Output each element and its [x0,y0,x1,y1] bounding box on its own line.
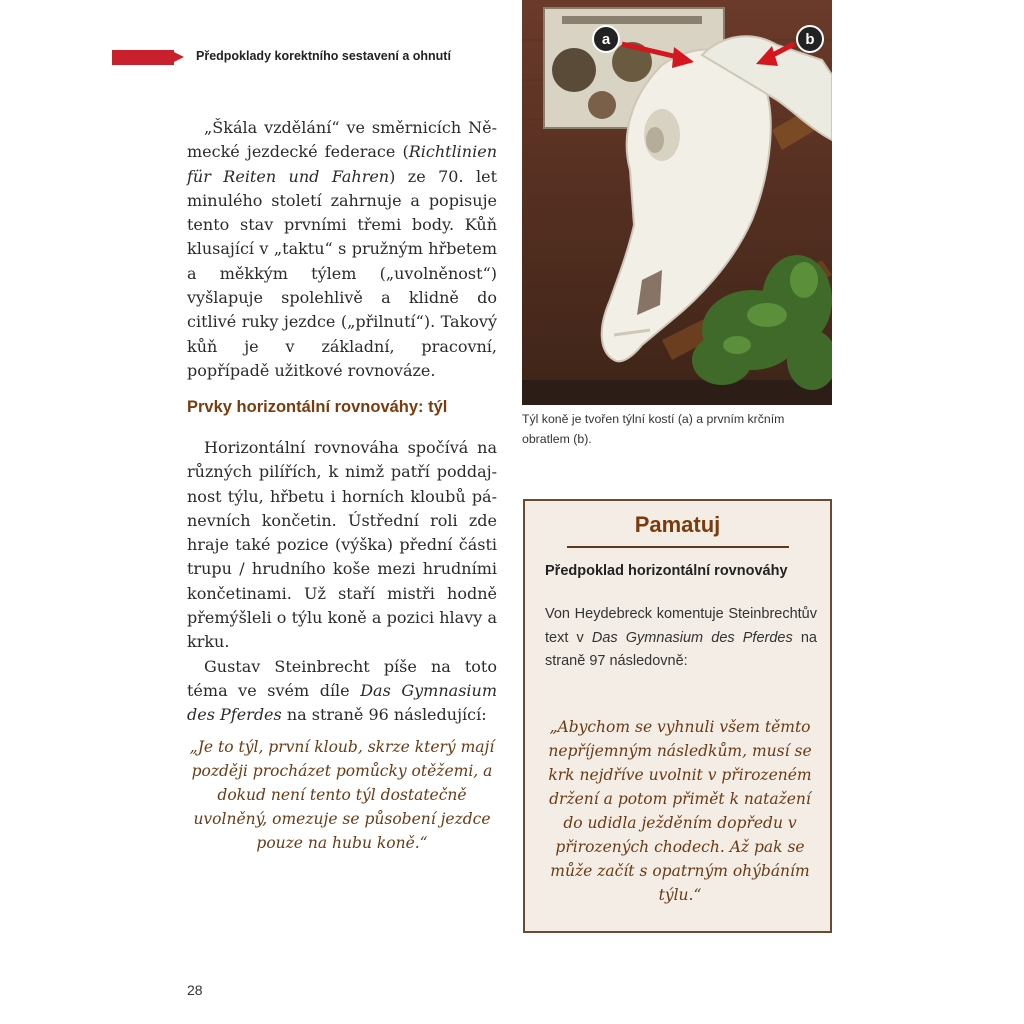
p3-text-c: na straně 96 následující: [281,705,487,725]
box-text [545,603,817,674]
label-a-text: a [601,31,611,48]
remember-box [523,499,832,933]
paragraph-1 [187,116,497,383]
running-header: Předpoklady korektního sestavení a ohnutí [196,49,451,63]
photo-caption: Týl koně je tvořen týlní kostí (a) a prvním krčním obratlem (b). [522,412,785,446]
p1-text-a: „Škála vzdělání“ ve směrnicích Německé jezdecké federace ( [187,118,497,162]
paragraph-2: Horizontální rovnováha spočívá na různých pilířích, k nimž patří poddajnost týlu, hřbetu i horních kloubů pánevních končetin. Ústřední roli zde hraje také pozice (výška) přední části trupu / hrudního koše mezi hrudními končetinami. Už staří mistři hodně přemýšleli o týlu koně a pozici hlavy a krku. [187,438,497,652]
box-subtitle: Předpoklad horizontální rovnováhy [545,563,788,579]
box-italic-title: Das Gymnasium des Pferdes [591,629,793,646]
label-b-text: b [805,31,815,48]
horse-skull-illustration [522,0,832,405]
paragraph-3 [187,655,497,728]
paragraph-2-group [187,436,497,728]
p3-italic-title: Das Gymnasium des Pferdes [187,680,498,725]
header-accent-bar [112,50,174,65]
box-text-a: Von Heydebreck komentuje Steinbrechtův text v [545,606,817,646]
p1-text-c: ) ze 70. let minulého století zahrnuje a popisuje tento stav prvními třemi body. Kůň klusající v „taktu“ s pružným hřbetem a měkkým týlem („uvolněnost“) vyšlapuje spolehlivě a klidně do citlivé ruky jezdce („přilnutí“). Takový kůň je v základní, pracovní, popřípadě užitkové rovnováze. [187,166,498,380]
horse-skull-photo [522,0,832,405]
p1-italic-title: Richtlinien für Reiten und Fahren [187,142,497,186]
p3-text-a: Gustav Steinbrecht píše na toto téma ve svém díle [187,656,497,700]
page-number: 28 [187,982,203,998]
box-text-c: na straně 97 následovně: [545,629,817,669]
box-divider [567,546,789,548]
section-subheading: Prvky horizontální rovnováhy: týl [187,398,448,416]
header-arrow-icon [170,50,184,64]
steinbrecht-quote: „Je to týl, první kloub, skrze který mají později procházet pomůcky otěžemi, a dokud není tento týl dostatečně uvolněný, omezuje se působení jezdce pouze na hubu koně.“ [189,738,495,852]
box-title: Pamatuj [634,512,721,537]
heydebreck-quote: „Abychom se vyhnuli všem těmto nepříjemným následkům, musí se krk nejdříve uvolnit v přirozeném držení a potom přimět k natažení do udidla ježděním dopředu v přirozených chodech. Až pak se může začít s opatrným ohýbáním týlu.“ [548,718,812,904]
